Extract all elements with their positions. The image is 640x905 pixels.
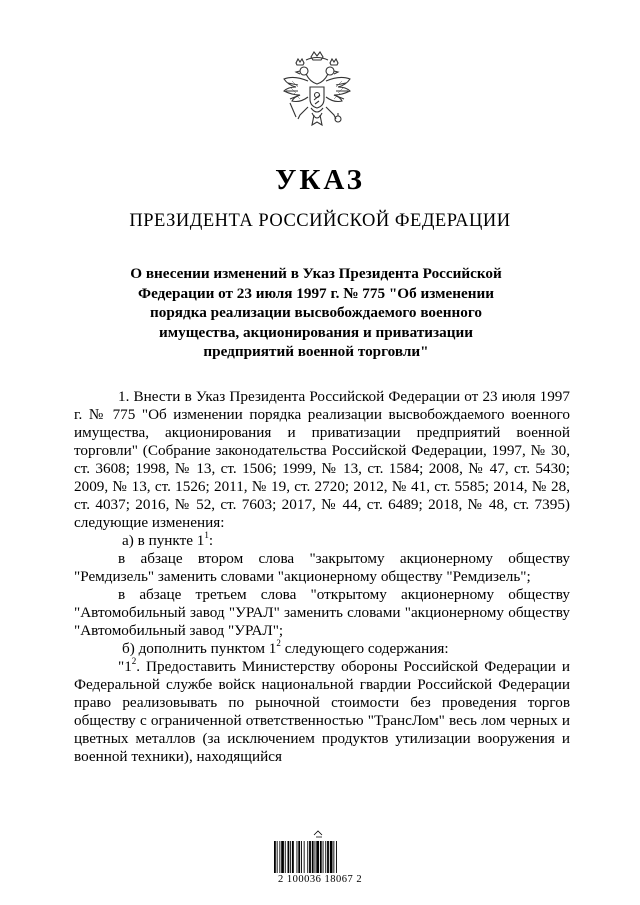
item-a-paragraph-1: в абзаце втором слова "закрытому акционерному обществу "Ремдизель" заменить словами "акционерному обществу "Ремдизель";	[74, 550, 570, 585]
item-b-prefix: б) дополнить пунктом 1	[122, 640, 277, 657]
heading-line: О внесении изменений в Указ Президента Российской	[130, 265, 502, 282]
item-b-sup: 2	[276, 637, 281, 648]
barcode-number: 2 100036 18067 2	[277, 874, 363, 885]
quoted-sup: 2	[131, 655, 137, 666]
barcode-bars	[274, 841, 337, 873]
heading-line: имущества, акционирования и приватизации	[159, 323, 473, 341]
item-a-sup: 1	[204, 529, 209, 540]
item-b-suffix: следующего содержания:	[280, 640, 449, 657]
item-a-paragraph-2: в абзаце третьем слова "открытому акционерному обществу "Автомобильный завод "УРАЛ" заменить словами "акционерному обществу "Автомобильный завод "УРАЛ";	[74, 586, 570, 639]
quoted-text: . Предоставить Министерству обороны Российской Федерации и Федеральной службе войск национальной гвардии Российской Федерации право реализовывать по рыночной стоимости без проведения торгов обществу с ограниченной ответственностью "ТрансЛом" весь лом черных и цветных металлов (за исключением продуктов утилизации вооружения и военной техники), находящийся	[74, 658, 570, 765]
heading-line: порядка реализации высвобождаемого военного	[150, 304, 482, 322]
coat-of-arms-icon	[278, 47, 356, 143]
item-a-prefix: а) в пункте 1	[122, 532, 205, 549]
heading-line: Федерации от 23 июля 1997 г. № 775 "Об изменении	[138, 284, 494, 302]
quoted-prefix: "1	[118, 658, 132, 675]
decree-body	[74, 388, 570, 766]
decree-title: УКАЗ	[275, 164, 365, 196]
quoted-paragraph	[74, 655, 570, 766]
decree-subtitle: ПРЕЗИДЕНТА РОССИЙСКОЙ ФЕДЕРАЦИИ	[129, 211, 511, 231]
item-a	[74, 529, 570, 550]
item-a-suffix: :	[208, 532, 214, 549]
item-b	[74, 637, 570, 658]
decree-heading	[100, 264, 532, 362]
paragraph-1: 1. Внести в Указ Президента Российской Федерации от 23 июля 1997 г. № 775 "Об изменении порядка реализации высвобождаемого военного имущества, акционирования и приватизации предприятий военной торговли" (Собрание законодательства Российской Федерации, 1997, № 30, ст. 3608; 1998, № 13, ст. 1506; 1999, № 13, ст. 1584; 2008, № 47, ст. 5430; 2009, № 13, ст. 1526; 2011, № 19, ст. 2720; 2012, № 41, ст. 5585; 2014, № 28, ст. 4037; 2016, № 52, ст. 7603; 2017, № 44, ст. 6489; 2018, № 48, ст. 7395) следующие изменения:	[74, 388, 570, 531]
heading-line: предприятий военной торговли"	[203, 343, 429, 361]
